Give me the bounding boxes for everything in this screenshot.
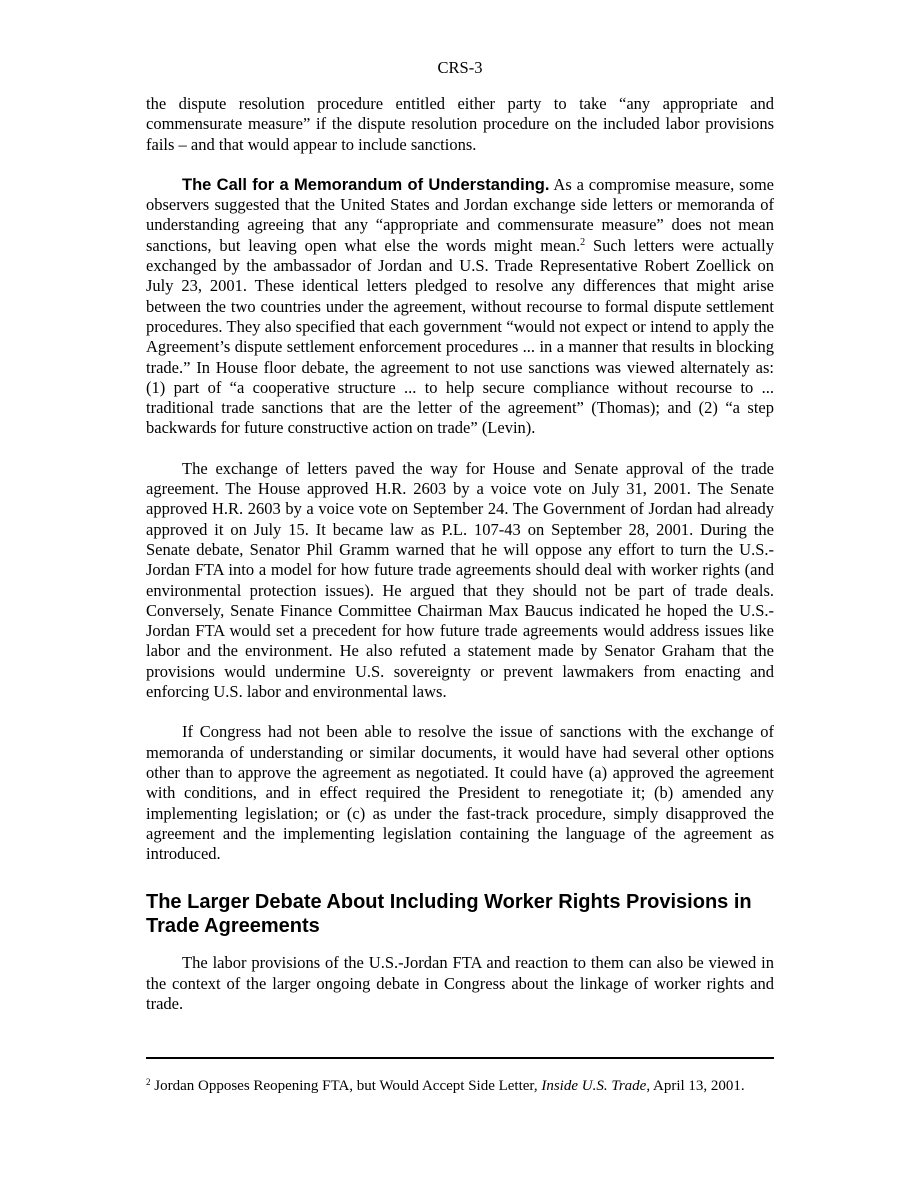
paragraph-2-text-b: Such letters were actually exchanged by the ambassador of Jordan and U.S. Trade Representative Robert Zoellick on July 23, 2001. These identical letters pledged to resolve any differences that might arise between the two countries under the agreement, without recourse to formal dispute settlement procedures. They also specified that each government “would not expect or intend to apply the Agreement’s dispute settlement enforcement procedures ... in a manner that results in blocking trade.” In House floor debate, the agreement to not use sanctions was viewed alternately as: (1) part of “a cooperative structure ... to help secure compliance without recourse to ... traditional trade sanctions that are the letter of the agreement” (Thomas); and (2) “a step backwards for future constructive action on trade” (Levin).	[146, 235, 774, 438]
footnote	[146, 1077, 774, 1096]
paragraph-5: The labor provisions of the U.S.-Jordan FTA and reaction to them can also be viewed in the context of the larger ongoing debate in Congress about the linkage of worker rights and trade.	[146, 953, 774, 1013]
page-number: CRS-3	[437, 58, 483, 77]
footnote-source: Inside U.S. Trade	[541, 1078, 647, 1094]
run-in-heading: The Call for a Memorandum of Understanding.	[182, 175, 550, 194]
footnote-text-a: Jordan Opposes Reopening FTA, but Would Accept Side Letter,	[150, 1078, 542, 1094]
footnote-divider	[146, 1057, 774, 1059]
paragraph-4: If Congress had not been able to resolve the issue of sanctions with the exchange of memoranda of understanding or similar documents, it would have had several other options other than to approve the agreement as negotiated. It could have (a) approved the agreement with conditions, and in effect required the President to renegotiate it; (b) amended any implementing legislation; or (c) as under the fast-track procedure, simply disapproved the agreement and the implementing legislation containing the language of the agreement as introduced.	[146, 722, 774, 864]
footnote-reference: 2	[580, 236, 586, 248]
paragraph-3: The exchange of letters paved the way for House and Senate approval of the trade agreement. The House approved H.R. 2603 by a voice vote on July 31, 2001. The Senate approved H.R. 2603 by a voice vote on September 24. The Government of Jordan had already approved it on July 15. It became law as P.L. 107-43 on September 28, 2001. During the Senate debate, Senator Phil Gramm warned that he will oppose any effort to turn the U.S.-Jordan FTA into a model for how future trade agreements should deal with worker rights (and environmental protection issues). He argued that they should not be part of trade deals. Conversely, Senate Finance Committee Chairman Max Baucus indicated he hoped the U.S.-Jordan FTA would set a precedent for how future trade agreements would address issues like labor and the environment. He also refuted a statement made by Senator Graham that the provisions would undermine U.S. sovereignty or prevent lawmakers from enacting and enforcing U.S. labor and environmental laws.	[146, 458, 774, 702]
body-text	[146, 94, 774, 1014]
paragraph-1: the dispute resolution procedure entitled either party to take “any appropriate and commensurate measure” if the dispute resolution procedure on the included labor provisions fails – and that would appear to include sanctions.	[146, 94, 774, 154]
footnote-number: 2	[146, 1077, 151, 1087]
footnote-text-b: , April 13, 2001.	[646, 1078, 745, 1094]
paragraph-2	[146, 175, 774, 439]
paragraph-2-text-a: As a compromise measure, some observers suggested that the United States and Jordan exchange side letters or memoranda of understanding agreeing that any “appropriate and commensurate measure” does not mean sanctions, but leaving open what else the words might mean.	[146, 174, 774, 255]
section-heading: The Larger Debate About Including Worker Rights Provisions in Trade Agreements	[146, 891, 752, 938]
